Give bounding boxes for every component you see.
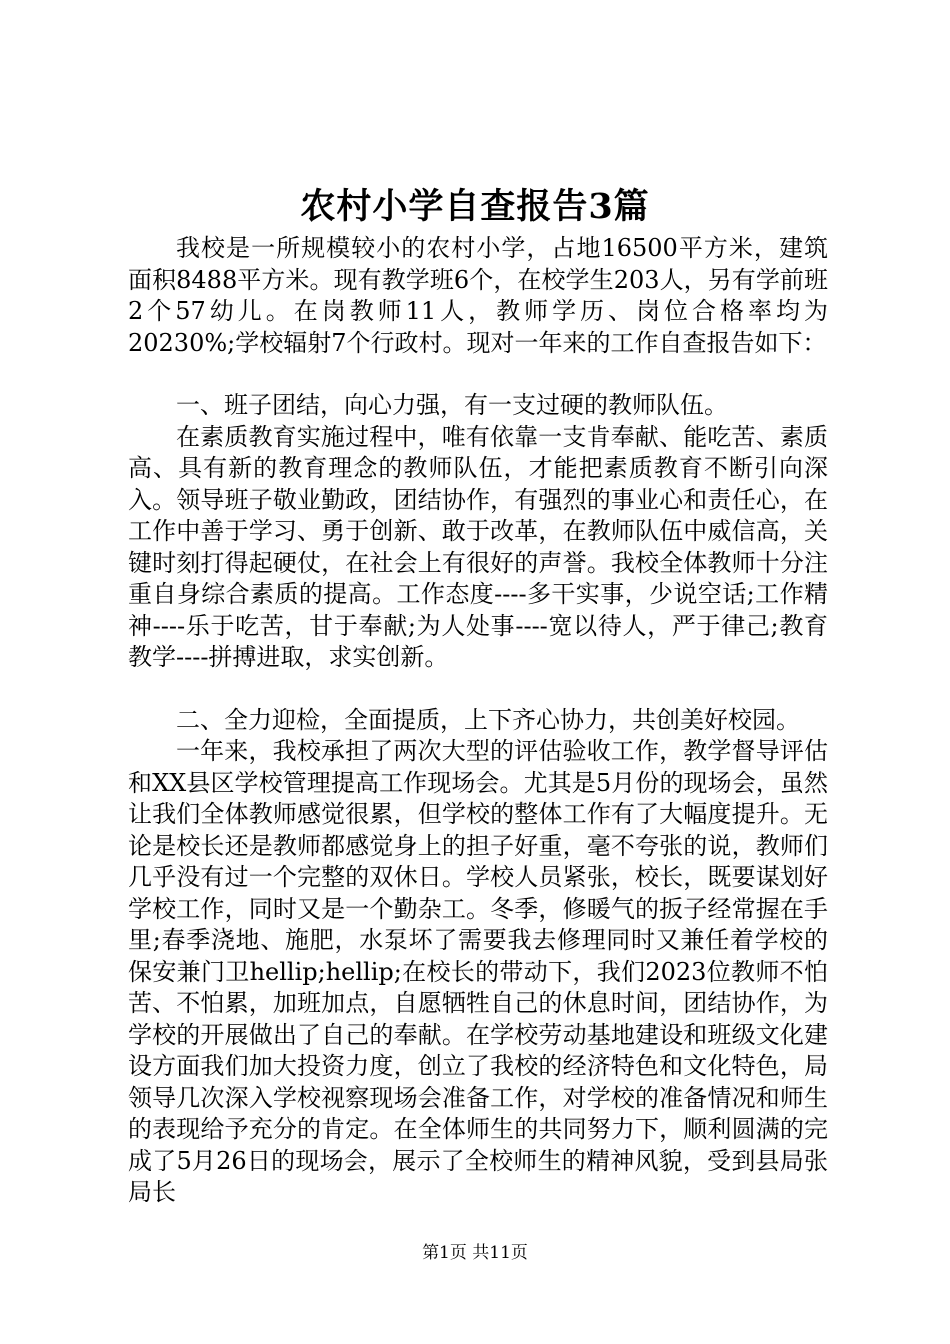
- document-title: 农村小学自查报告3篇: [300, 186, 650, 227]
- section-heading-2: 二、全力迎检，全面提质，上下齐心协力，共创美好校园。: [176, 705, 800, 734]
- page-footer: 第1页 共11页: [422, 1243, 528, 1263]
- document-body: [128, 233, 828, 1209]
- paragraph-section-2: 一年来，我校承担了两次大型的评估验收工作，教学督导评估和XX县区学校管理提高工作现场会。尤其是5月份的现场会，虽然让我们全体教师感觉很累，但学校的整体工作有了大幅度提升。无论是校长还是教师都感觉身上的担子好重，毫不夸张的说，教师们几乎没有过一个完整的双休日。学校人员紧张，校长，既要谋划好学校工作，同时又是一个勤杂工。冬季，修暖气的扳子经常握在手里;春季浇地、施肥，水泵坏了需要我去修理同时又兼任着学校的保安兼门卫hellip;hellip;在校长的带动下，我们2023位教师不怕苦、不怕累，加班加点，自愿牺牲自己的休息时间，团结协作，为学校的开展做出了自己的奉献。在学校劳动基地建设和班级文化建设方面我们加大投资力度，创立了我校的经济特色和文化特色，局领导几次深入学校视察现场会准备工作，对学校的准备情况和师生的表现给予充分的肯定。在全体师生的共同努力下，顺利圆满的完成了5月26日的现场会，展示了全校师生的精神风貌，受到县局张局长: [128, 737, 828, 1206]
- paragraph-section-1: 在素质教育实施过程中，唯有依靠一支肯奉献、能吃苦、素质高、具有新的教育理念的教师队伍，才能把素质教育不断引向深入。领导班子敬业勤政，团结协作，有强烈的事业心和责任心，在工作中善于学习、勇于创新、敢于改革，在教师队伍中威信高，关键时刻打得起硬仗，在社会上有很好的声誉。我校全体教师十分注重自身综合素质的提高。工作态度----多干实事，少说空话;工作精神----乐于吃苦，甘于奉献;为人处事----宽以待人，严于律己;教育教学----拼搏进取，求实创新。: [128, 422, 828, 671]
- paragraph-intro: 我校是一所规模较小的农村小学，占地16500平方米，建筑面积8488平方米。现有教学班6个，在校学生203人，另有学前班2个57幼儿。在岗教师11人，教师学历、岗位合格率均为20230%;学校辐射7个行政村。现对一年来的工作自查报告如下：: [128, 234, 828, 357]
- section-heading-1: 一、班子团结，向心力强，有一支过硬的教师队伍。: [176, 391, 728, 419]
